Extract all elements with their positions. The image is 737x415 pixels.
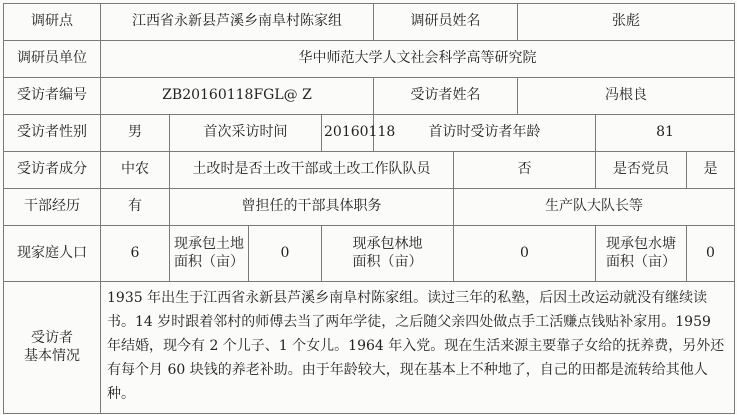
row-surveyor-unit	[4, 41, 735, 78]
contracted-pond-label-line1: 现承包水塘	[606, 236, 676, 252]
row-gender-time-age	[4, 115, 735, 152]
contracted-land-label-line1: 现承包土地	[174, 236, 244, 252]
cadre-experience-label: 干部经历	[4, 189, 101, 226]
cadre-experience-value: 有	[101, 189, 170, 226]
cadre-position-value: 生产队大队长等	[454, 189, 735, 226]
interviewee-id-value: ZB20160118FGL@ Z	[101, 78, 374, 115]
row-interviewee-id	[4, 78, 735, 115]
row-cadre-experience	[4, 189, 735, 226]
contracted-forest-label-line2: 面积（亩）	[352, 253, 423, 270]
land-reform-cadre-label: 土改时是否土改干部或土改工作队队员	[170, 152, 454, 189]
contracted-pond-value: 0	[687, 226, 735, 282]
party-member-value: 是	[687, 152, 735, 189]
contracted-land-label	[170, 226, 249, 282]
class-status-value: 中农	[101, 152, 170, 189]
survey-site-label: 调研点	[4, 4, 101, 41]
contracted-pond-label-line2: 面积（亩）	[606, 253, 676, 270]
contracted-forest-label	[322, 226, 454, 282]
row-survey-site	[4, 4, 735, 41]
land-reform-cadre-value: 否	[454, 152, 596, 189]
row-class-status	[4, 152, 735, 189]
contracted-land-value: 0	[249, 226, 322, 282]
contracted-land-label-line2: 面积（亩）	[174, 253, 244, 270]
age-label: 首访时受访者年龄	[374, 115, 596, 152]
basic-info-label-line1: 受访者	[31, 330, 73, 346]
first-interview-time-label: 首次采访时间	[170, 115, 322, 152]
surveyor-unit-value: 华中师范大学人文社会科学高等研究院	[101, 41, 735, 78]
contracted-pond-label	[596, 226, 687, 282]
age-value: 81	[596, 115, 735, 152]
row-household	[4, 226, 735, 282]
row-basic-info	[4, 282, 735, 414]
interviewee-name-label: 受访者姓名	[374, 78, 518, 115]
surveyor-label: 调研员姓名	[374, 4, 518, 41]
interviewee-info-table	[3, 3, 735, 414]
interviewee-name-value: 冯根良	[518, 78, 735, 115]
basic-info-label	[4, 282, 101, 414]
first-interview-time-value: 20160118	[322, 115, 374, 152]
household-label: 现家庭人口	[4, 226, 101, 282]
contracted-forest-value: 0	[454, 226, 596, 282]
gender-value: 男	[101, 115, 170, 152]
surveyor-value: 张彪	[518, 4, 735, 41]
survey-site-value: 江西省永新县芦溪乡南阜村陈家组	[101, 4, 374, 41]
class-status-label: 受访者成分	[4, 152, 101, 189]
household-value: 6	[101, 226, 170, 282]
basic-info-text: 1935 年出生于江西省永新县芦溪乡南阜村陈家组。读过三年的私塾，后因土改运动就没有继续读书。14 岁时跟着邻村的师傅去当了两年学徒，之后随父亲四处做点手工活赚点钱贴补家用。1959 年结婚，现今有 2 个儿子、1 个女儿。1964 年入党。现在生活来源主要靠子女给的抚养费，另外还有每个月 60 块钱的养老补助。由于年龄较大，现在基本上不种地了，自己的田都是流转给其他人种。	[101, 282, 735, 414]
party-member-label: 是否党员	[596, 152, 687, 189]
gender-label: 受访者性别	[4, 115, 101, 152]
contracted-forest-label-line1: 现承包林地	[352, 236, 423, 252]
surveyor-unit-label: 调研员单位	[4, 41, 101, 78]
basic-info-label-line2: 基本情况	[24, 347, 80, 364]
cadre-position-label: 曾担任的干部具体职务	[170, 189, 454, 226]
interviewee-id-label: 受访者编号	[4, 78, 101, 115]
